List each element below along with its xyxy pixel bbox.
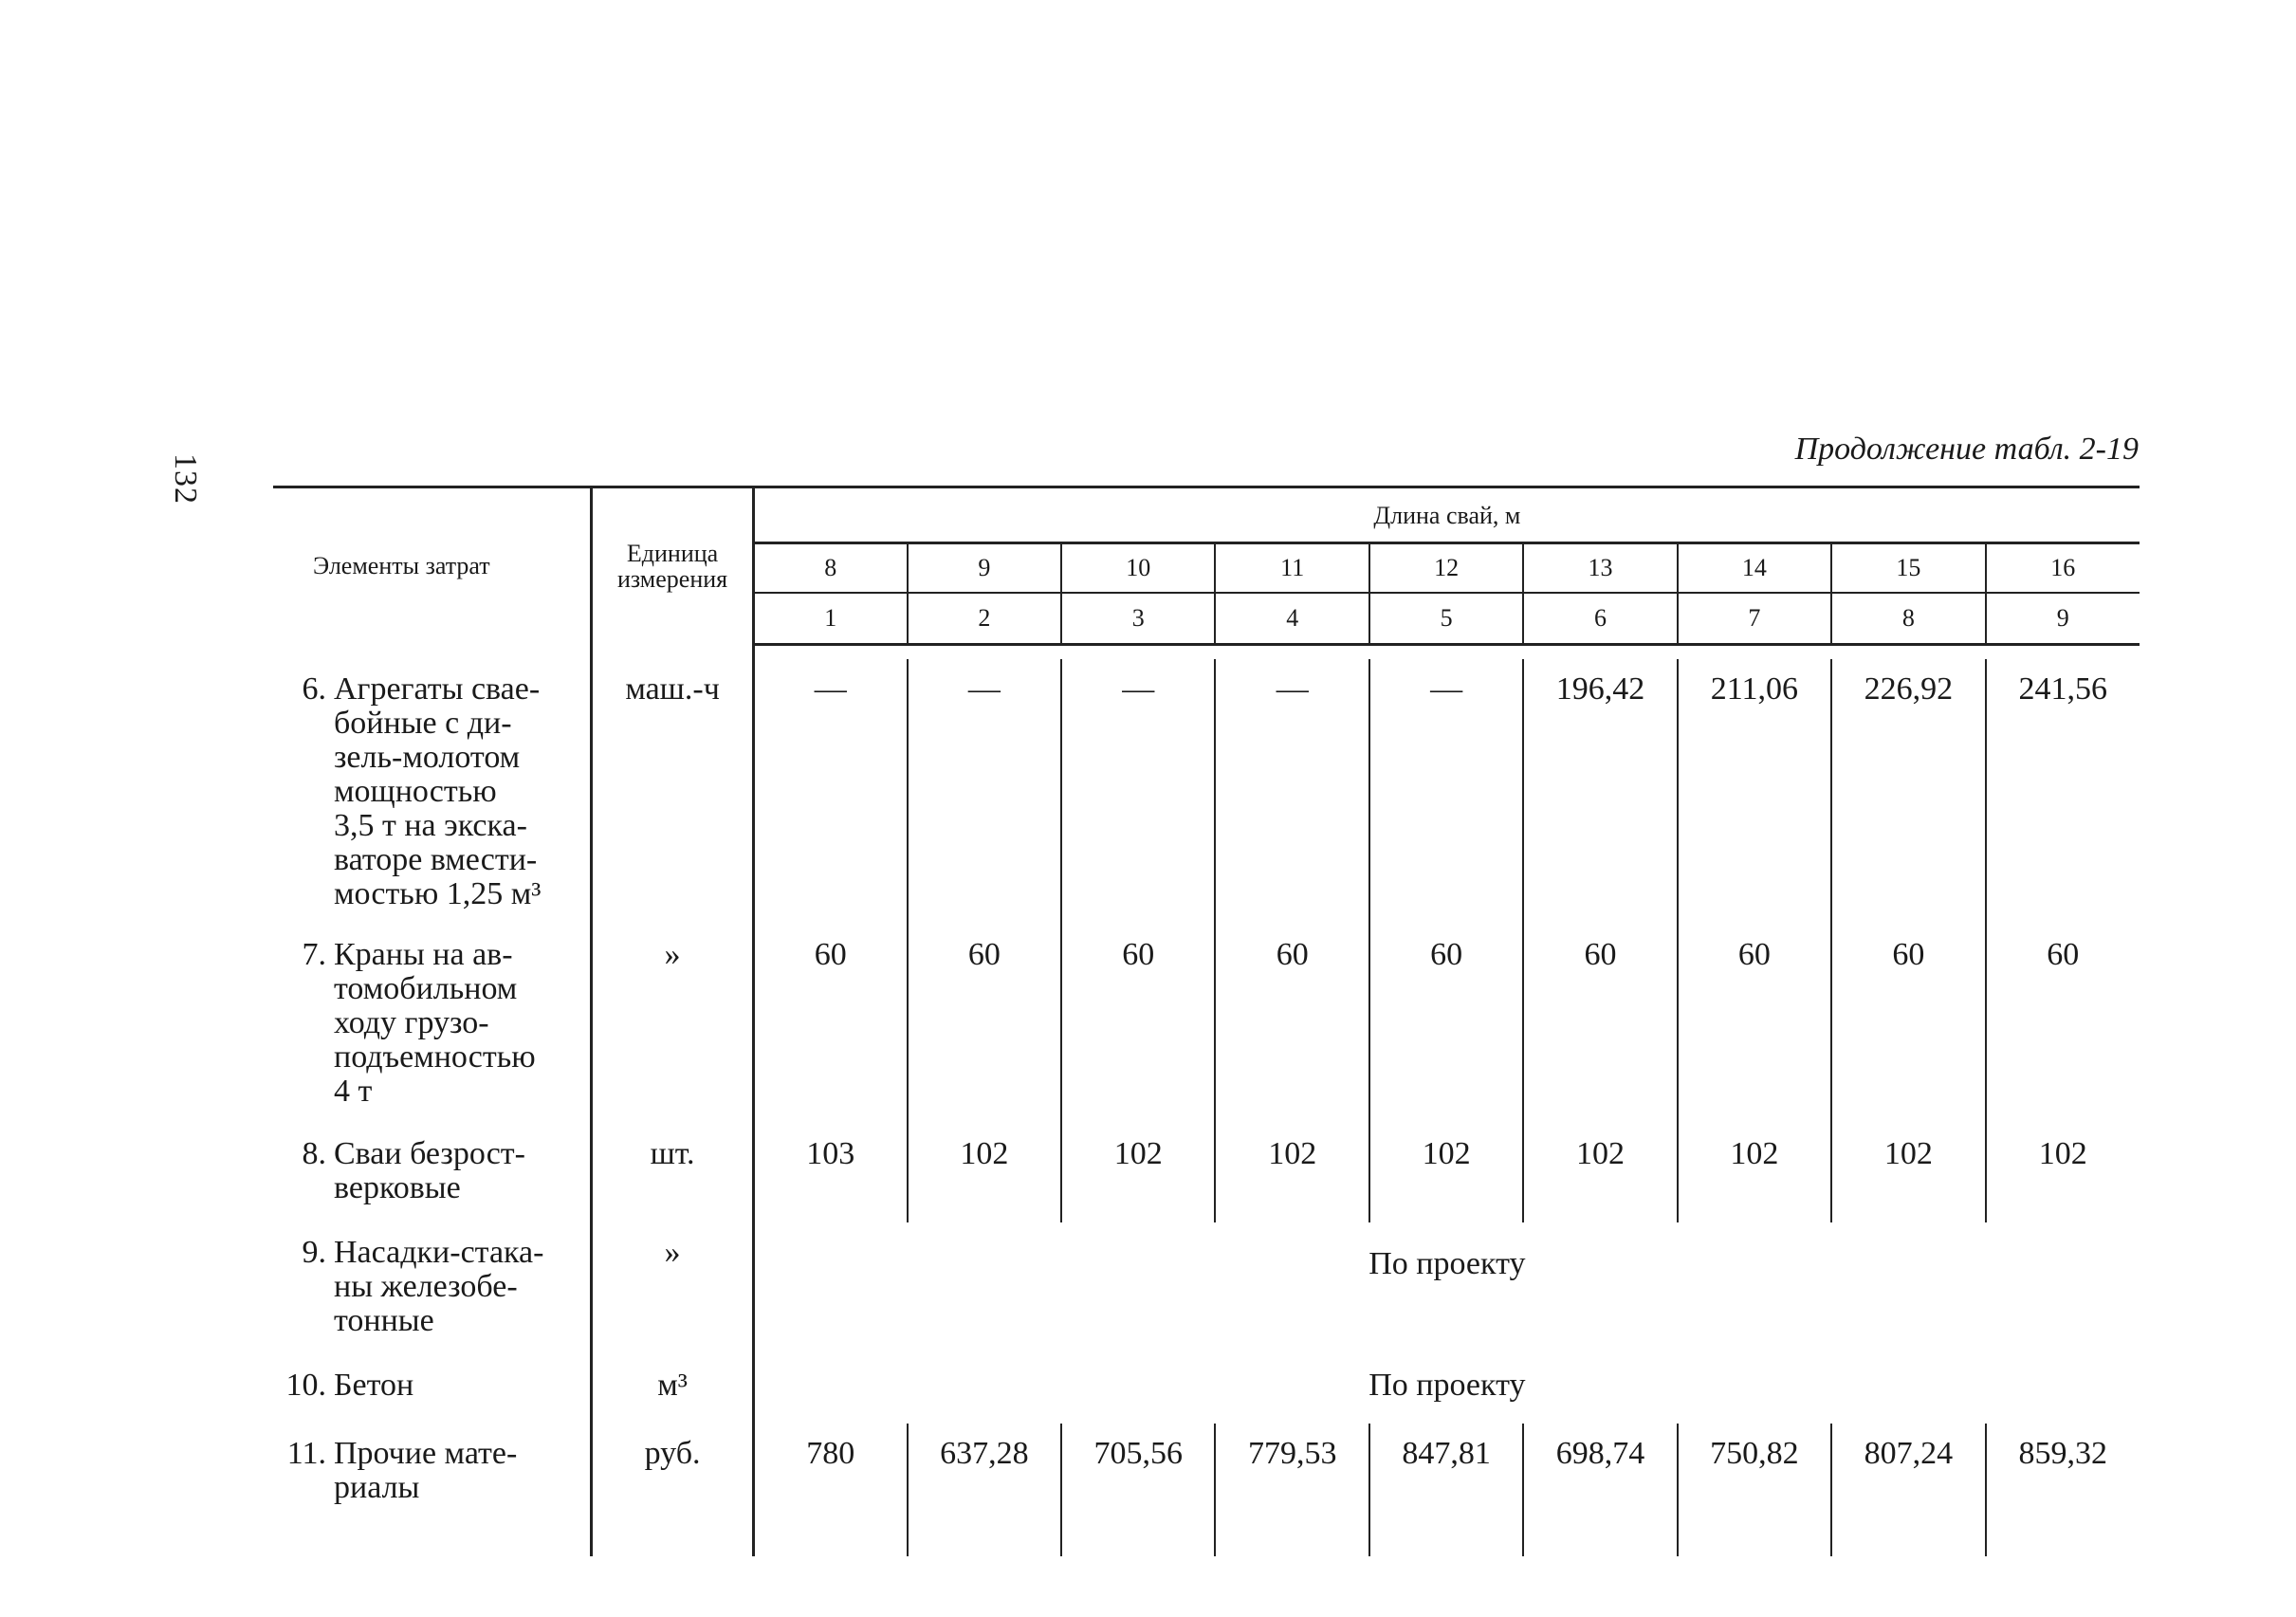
header-length: 9	[908, 543, 1061, 594]
row-number: 11.	[286, 1436, 326, 1471]
row-element	[273, 925, 592, 1124]
value-cell: 196,42	[1523, 659, 1677, 925]
header-length: 13	[1523, 543, 1677, 594]
value-cell: 226,92	[1831, 659, 1985, 925]
value-cell: 705,56	[1061, 1424, 1215, 1556]
row-number: 8.	[302, 1136, 326, 1171]
header-length-group: Длина свай, м	[753, 488, 2140, 543]
row-unit: м³	[592, 1355, 753, 1424]
header-unit: Единица измерения	[592, 488, 753, 645]
value-cell: 102	[1215, 1124, 1368, 1222]
table-row	[273, 1355, 2140, 1424]
row-unit: шт.	[592, 1124, 753, 1222]
row-element	[273, 1355, 592, 1424]
row-name: Прочие мате- риалы	[334, 1436, 518, 1505]
row-number: 9.	[302, 1235, 326, 1270]
header-length: 8	[753, 543, 907, 594]
column-number: 7	[1678, 593, 1831, 645]
row-unit: маш.-ч	[592, 659, 753, 925]
column-number: 3	[1061, 593, 1215, 645]
row-number: 7.	[302, 937, 326, 972]
row-element	[273, 1222, 592, 1355]
row-name: Насадки-стака- ны железобе- тонные	[334, 1235, 544, 1338]
row-element	[273, 1424, 592, 1556]
row-number: 10.	[285, 1368, 326, 1403]
value-cell: 807,24	[1831, 1424, 1985, 1556]
value-cell: 102	[1523, 1124, 1677, 1222]
value-cell: 779,53	[1215, 1424, 1368, 1556]
value-cell: —	[1369, 659, 1523, 925]
row-number: 6.	[302, 671, 326, 707]
value-cell: —	[1215, 659, 1368, 925]
header-length: 15	[1831, 543, 1985, 594]
page-number: 132	[168, 453, 203, 505]
row-name: Сваи безрост- верковые	[334, 1136, 525, 1205]
value-cell: 60	[1369, 925, 1523, 1124]
value-cell: 102	[2038, 1136, 2087, 1171]
row-name: Агрегаты свае- бойные с ди- зель-молотом мощностью 3,5 т на экска- ваторе вмести- мостью 1,25 м³	[334, 671, 542, 911]
header-elements: Элементы затрат	[273, 488, 592, 645]
value-cell: 698,74	[1523, 1424, 1677, 1556]
table-row	[273, 925, 2140, 1124]
value-cell: 60	[2047, 937, 2080, 972]
value-cell: 102	[1678, 1124, 1831, 1222]
row-element	[273, 1124, 592, 1222]
table-caption: Продолжение табл. 2-19	[1794, 432, 2139, 467]
value-cell: 60	[1678, 925, 1831, 1124]
column-number: 6	[1523, 593, 1677, 645]
value-cell: 102	[1369, 1124, 1523, 1222]
column-number: 8	[1831, 593, 1985, 645]
value-cell: 102	[908, 1124, 1061, 1222]
value-cell: —	[908, 659, 1061, 925]
table-row	[273, 1124, 2140, 1222]
value-cell: 60	[1831, 925, 1985, 1124]
table-body	[273, 645, 2140, 1557]
header-length: 10	[1061, 543, 1215, 594]
span-value: По проекту	[1368, 1368, 1526, 1403]
row-name: Краны на ав- томобильном ходу грузо- подъемностью 4 т	[334, 937, 536, 1109]
cost-table	[273, 486, 2140, 1556]
column-number: 1	[753, 593, 907, 645]
row-unit: »	[592, 1222, 753, 1355]
value-cell: 60	[1061, 925, 1215, 1124]
header-length: 16	[1986, 543, 2140, 594]
column-number: 9	[1986, 593, 2140, 645]
header-length: 12	[1369, 543, 1523, 594]
value-cell: 241,56	[2018, 671, 2107, 707]
table-row	[273, 659, 2140, 925]
value-cell: 60	[908, 925, 1061, 1124]
value-cell: 103	[753, 1124, 907, 1222]
value-cell: 847,81	[1369, 1424, 1523, 1556]
table-row	[273, 1424, 2140, 1556]
value-cell: 750,82	[1678, 1424, 1831, 1556]
value-cell: —	[1061, 659, 1215, 925]
value-cell: 637,28	[908, 1424, 1061, 1556]
value-cell: 60	[753, 925, 907, 1124]
row-name: Бетон	[334, 1368, 414, 1403]
value-cell: 60	[1215, 925, 1368, 1124]
span-value: По проекту	[1368, 1246, 1526, 1281]
row-unit: руб.	[592, 1424, 753, 1556]
row-element	[273, 659, 592, 925]
column-number: 4	[1215, 593, 1368, 645]
table-row	[273, 1222, 2140, 1355]
row-unit: »	[592, 925, 753, 1124]
table-header	[273, 487, 2140, 645]
value-cell: 780	[753, 1424, 907, 1556]
value-cell: 60	[1523, 925, 1677, 1124]
header-length: 14	[1678, 543, 1831, 594]
value-cell: 102	[1831, 1124, 1985, 1222]
value-cell: 859,32	[2018, 1436, 2107, 1471]
header-length: 11	[1215, 543, 1368, 594]
value-cell: 211,06	[1678, 659, 1831, 925]
column-number: 2	[908, 593, 1061, 645]
column-number: 5	[1369, 593, 1523, 645]
value-cell: 102	[1061, 1124, 1215, 1222]
value-cell: —	[753, 659, 907, 925]
